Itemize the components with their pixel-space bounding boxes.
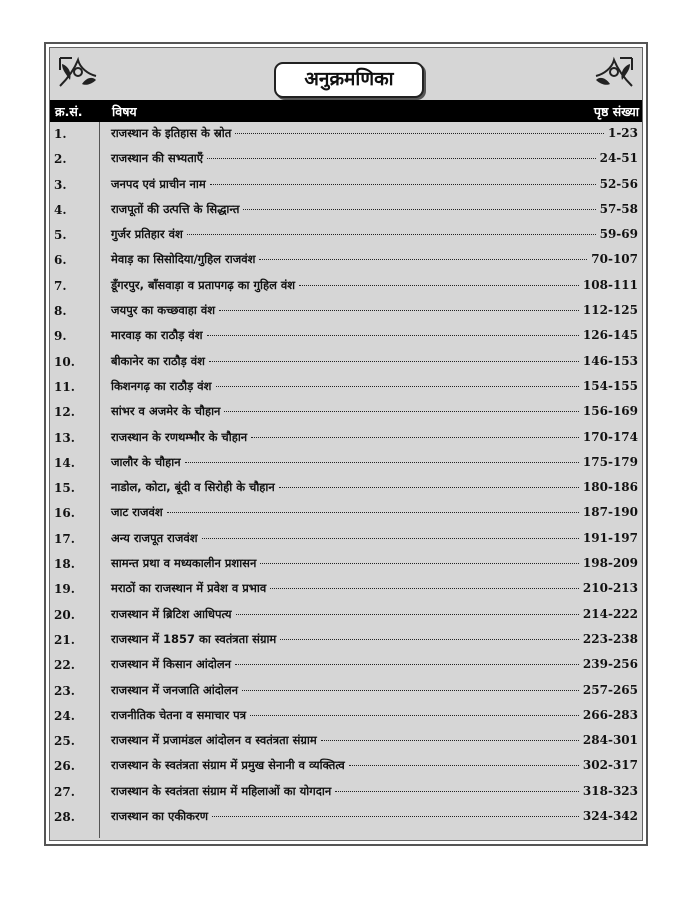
entry-line: [111, 657, 638, 672]
index-row: [50, 223, 642, 248]
dot-leader: [202, 538, 579, 539]
entry-subject: राजनीतिक चेतना व समाचार पत्र: [111, 707, 247, 722]
entry-subject: मेवाड़ का सिसोदिया/गुहिल राजवंश: [111, 252, 256, 267]
index-row: [50, 350, 642, 375]
dot-leader: [242, 690, 579, 691]
entry-line: [111, 252, 638, 267]
dot-leader: [321, 740, 579, 741]
floral-ornament-icon: [58, 56, 98, 90]
dot-leader: [207, 335, 579, 336]
entry-pages: 187-190: [582, 505, 638, 520]
entry-line: [111, 505, 638, 520]
index-row: [50, 400, 642, 425]
dot-leader: [235, 664, 579, 665]
index-header: [50, 48, 642, 100]
entry-subject: मारवाड़ का राठौड़ वंश: [111, 328, 203, 343]
entry-subject: अन्य राजपूत राजवंश: [111, 530, 198, 545]
entry-number: 24.: [54, 708, 75, 723]
entry-subject: राजस्थान के रणथम्भौर के चौहान: [111, 429, 248, 444]
entry-subject: राजस्थान के इतिहास के स्रोत: [111, 126, 232, 140]
entry-number: 12.: [54, 405, 75, 420]
entry-pages: 146-153: [582, 353, 638, 368]
entry-pages: 191-197: [582, 530, 638, 545]
entry-pages: 198-209: [582, 556, 638, 571]
dot-leader: [280, 639, 579, 640]
entry-pages: 108-111: [582, 277, 638, 292]
entry-pages: 210-213: [582, 581, 638, 596]
entry-subject: जनपद एवं प्राचीन नाम: [111, 176, 206, 191]
entry-subject: जयपुर का कच्छवाहा वंश: [111, 303, 216, 318]
entry-subject: सांभर व अजमेर के चौहान: [111, 404, 221, 419]
index-row: [50, 147, 642, 172]
index-row: [50, 704, 642, 729]
entry-number: 19.: [54, 582, 75, 597]
entry-number: 23.: [54, 683, 75, 698]
entry-pages: 170-174: [582, 429, 638, 444]
entry-pages: 154-155: [582, 378, 638, 393]
entry-number: 1.: [54, 127, 67, 141]
entry-line: [111, 328, 638, 343]
entry-pages: 175-179: [582, 454, 638, 469]
entry-line: [111, 177, 638, 192]
dot-leader: [224, 411, 578, 412]
entry-pages: 324-342: [582, 809, 638, 824]
index-list: [50, 122, 642, 830]
entry-subject: राजस्थान में जनजाति आंदोलन: [111, 682, 239, 697]
entry-line: [111, 480, 638, 495]
index-row: [50, 754, 642, 779]
entry-number: 22.: [54, 658, 75, 673]
dot-leader: [243, 209, 595, 210]
entry-subject: राजस्थान का एकीकरण: [111, 809, 209, 824]
entry-line: [111, 455, 638, 470]
entry-pages: 59-69: [599, 227, 638, 242]
entry-number: 28.: [54, 810, 75, 825]
entry-pages: 318-323: [582, 783, 638, 798]
entry-line: [111, 379, 638, 394]
index-row: [50, 198, 642, 223]
entry-pages: 180-186: [582, 480, 638, 495]
entry-number: 25.: [54, 734, 75, 749]
index-row: [50, 451, 642, 476]
entry-line: [111, 227, 638, 242]
entry-subject: राजपूतों की उत्पत्ति के सिद्धान्त: [111, 201, 240, 216]
index-row: [50, 805, 642, 830]
entry-pages: 284-301: [582, 733, 638, 748]
entry-subject: बीकानेर का राठौड़ वंश: [111, 353, 205, 368]
entry-number: 4.: [54, 202, 67, 217]
entry-number: 13.: [54, 430, 75, 445]
index-row: [50, 552, 642, 577]
dot-leader: [210, 184, 596, 185]
entry-pages: 112-125: [582, 303, 638, 318]
column-header-bar: [50, 100, 642, 122]
dot-leader: [260, 563, 579, 564]
index-row: [50, 780, 642, 805]
dot-leader: [235, 133, 604, 134]
entry-subject: जाट राजवंश: [111, 505, 163, 520]
entry-line: [111, 202, 638, 217]
entry-subject: राजस्थान में किसान आंदोलन: [111, 657, 232, 672]
page-title: अनुक्रमणिका: [274, 62, 424, 98]
entry-number: 14.: [54, 455, 75, 470]
dot-leader: [219, 310, 579, 311]
entry-line: [111, 531, 638, 546]
index-row: [50, 299, 642, 324]
index-row: [50, 527, 642, 552]
dot-leader: [279, 487, 579, 488]
dot-leader: [270, 588, 579, 589]
dot-leader: [299, 285, 579, 286]
entry-subject: डूँगरपुर, बाँसवाड़ा व प्रतापगढ़ का गुहिल वंश: [111, 277, 296, 292]
floral-ornament-icon: [594, 56, 634, 90]
dot-leader: [349, 765, 579, 766]
entry-subject: राजस्थान के स्वतंत्रता संग्राम में महिलाओं का योगदान: [111, 783, 332, 798]
entry-subject: किशनगढ़ का राठौड़ वंश: [111, 378, 212, 393]
entry-pages: 239-256: [582, 657, 638, 672]
entry-line: [111, 556, 638, 571]
entry-subject: राजस्थान के स्वतंत्रता संग्राम में प्रमुख सेनानी व व्यक्तित्व: [111, 758, 345, 773]
dot-leader: [250, 715, 579, 716]
index-row: [50, 248, 642, 273]
entry-pages: 257-265: [582, 682, 638, 697]
entry-number: 17.: [54, 531, 75, 546]
entry-subject: मराठों का राजस्थान में प्रवेश व प्रभाव: [111, 581, 267, 596]
entry-pages: 1-23: [607, 126, 638, 140]
entry-pages: 223-238: [582, 631, 638, 646]
entry-number: 20.: [54, 607, 75, 622]
index-row: [50, 653, 642, 678]
column-header-number: क्र.सं.: [55, 104, 83, 119]
entry-pages: 52-56: [599, 176, 638, 191]
entry-pages: 156-169: [582, 404, 638, 419]
index-row: [50, 375, 642, 400]
index-row: [50, 501, 642, 526]
entry-subject: गुर्जर प्रतिहार वंश: [111, 227, 183, 242]
entry-line: [111, 784, 638, 799]
entry-number: 11.: [54, 379, 75, 394]
dot-leader: [216, 386, 579, 387]
entry-number: 7.: [54, 278, 67, 293]
index-panel: [49, 47, 643, 841]
dot-leader: [236, 614, 579, 615]
entry-line: [111, 809, 638, 824]
entry-line: [111, 708, 638, 723]
dot-leader: [251, 437, 579, 438]
entry-pages: 266-283: [582, 707, 638, 722]
entry-number: 2.: [54, 152, 67, 167]
dot-leader: [185, 462, 579, 463]
column-header-page: पृष्ठ संख्या: [593, 104, 639, 119]
dot-leader: [212, 816, 579, 817]
entry-line: [111, 126, 638, 141]
dot-leader: [187, 234, 596, 235]
entry-line: [111, 151, 638, 166]
entry-subject: राजस्थान में 1857 का स्वतंत्रता संग्राम: [111, 631, 277, 646]
entry-subject: नाडोल, कोटा, बूंदी व सिरोही के चौहान: [111, 480, 275, 495]
dot-leader: [335, 791, 579, 792]
index-row: [50, 476, 642, 501]
entry-line: [111, 303, 638, 318]
entry-line: [111, 683, 638, 698]
entry-line: [111, 632, 638, 647]
entry-line: [111, 278, 638, 293]
entry-number: 16.: [54, 506, 75, 521]
entry-pages: 126-145: [582, 328, 638, 343]
entry-number: 6.: [54, 253, 67, 268]
entry-pages: 57-58: [599, 201, 638, 216]
dot-leader: [259, 259, 587, 260]
index-row: [50, 122, 642, 147]
entry-line: [111, 354, 638, 369]
entry-number: 9.: [54, 329, 67, 344]
entry-pages: 70-107: [591, 252, 638, 267]
dot-leader: [167, 512, 579, 513]
index-row: [50, 729, 642, 754]
index-row: [50, 603, 642, 628]
entry-number: 15.: [54, 481, 75, 496]
entry-pages: 214-222: [582, 606, 638, 621]
index-row: [50, 679, 642, 704]
entry-number: 18.: [54, 557, 75, 572]
index-row: [50, 628, 642, 653]
entry-number: 10.: [54, 354, 75, 369]
entry-line: [111, 430, 638, 445]
entry-pages: 302-317: [582, 758, 638, 773]
entry-line: [111, 581, 638, 596]
entry-number: 21.: [54, 632, 75, 647]
entry-line: [111, 733, 638, 748]
entry-line: [111, 758, 638, 773]
entry-subject: राजस्थान की सभ्यताएँ: [111, 151, 204, 166]
index-row: [50, 577, 642, 602]
entry-subject: सामन्त प्रथा व मध्यकालीन प्रशासन: [111, 556, 257, 571]
index-row: [50, 173, 642, 198]
entry-subject: राजस्थान में ब्रिटिश आधिपत्य: [111, 606, 232, 621]
entry-pages: 24-51: [599, 151, 638, 166]
entry-number: 27.: [54, 784, 75, 799]
entry-number: 5.: [54, 228, 67, 243]
index-row: [50, 324, 642, 349]
dot-leader: [209, 361, 579, 362]
entry-number: 3.: [54, 177, 67, 192]
dot-leader: [207, 158, 596, 159]
entry-number: 8.: [54, 304, 67, 319]
column-header-subject: विषय: [112, 104, 137, 119]
entry-number: 26.: [54, 759, 75, 774]
entry-line: [111, 607, 638, 622]
index-row: [50, 274, 642, 299]
entry-subject: राजस्थान में प्रजामंडल आंदोलन व स्वतंत्रता संग्राम: [111, 733, 317, 748]
index-row: [50, 426, 642, 451]
entry-line: [111, 404, 638, 419]
entry-subject: जालौर के चौहान: [111, 454, 181, 469]
